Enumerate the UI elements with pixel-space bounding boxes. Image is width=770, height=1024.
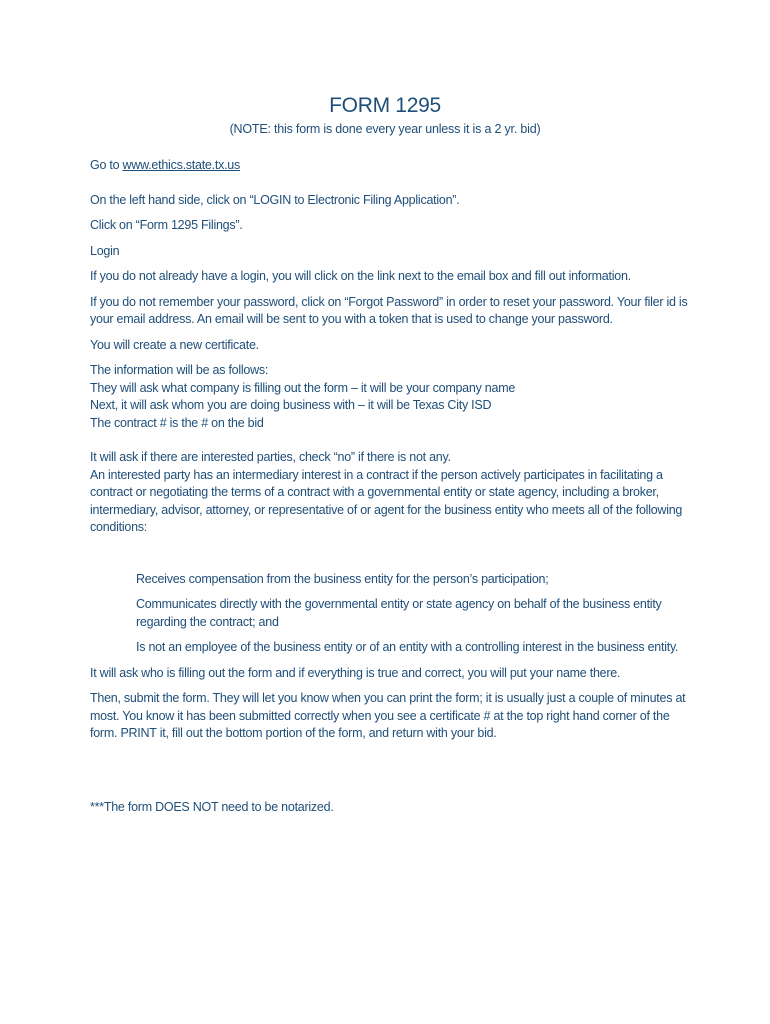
step-forgot-password: If you do not remember your password, click on “Forgot Password” in order to reset your password. Your filer id is your email address. An email will be sent to you with a token that is used to change your password. bbox=[90, 294, 688, 326]
page-title: FORM 1295 bbox=[329, 94, 441, 117]
step-submit: Then, submit the form. They will let you know when you can print the form; it is usually just a couple of minutes at most. You know it has been submitted correctly when you see a certificate # at the top right hand corner of the form. PRINT it, fill out the bottom portion of the form, and return with your bid. bbox=[90, 691, 686, 740]
condition-item: Is not an employee of the business entity or of an entity with a controlling interest in the business entity. bbox=[136, 640, 679, 654]
step-left-side: On the left hand side, click on “LOGIN to Electronic Filing Application”. bbox=[90, 192, 460, 207]
info-intro: The information will be as follows: bbox=[90, 363, 269, 377]
condition-item: Communicates directly with the governmental entity or state agency on behalf of the business entity regarding the contract; and bbox=[136, 597, 662, 629]
ethics-website-link[interactable]: www.ethics.state.tx.us bbox=[122, 158, 241, 172]
interested-parties: It will ask if there are interested parties, check “no” if there is not any. bbox=[90, 450, 451, 464]
info-business-with: Next, it will ask whom you are doing business with – it will be Texas City ISD bbox=[90, 398, 492, 412]
notary-note: ***The form DOES NOT need to be notarized. bbox=[90, 799, 334, 814]
goto-line bbox=[90, 157, 690, 175]
step-new-certificate: You will create a new certificate. bbox=[90, 337, 259, 352]
interested-definition: An interested party has an intermediary interest in a contract if the person actively participates in facilitating a contract or negotiating the terms of a contract with a governmental entity or state agency, including a broker, intermediary, advisor, attorney, or representative of or agent for the business entity who meets all of the following conditions: bbox=[90, 467, 683, 534]
conditions-list bbox=[90, 571, 690, 657]
info-company: They will ask what company is filling out the form – it will be your company name bbox=[90, 380, 516, 395]
condition-item: Receives compensation from the business entity for the person’s participation; bbox=[136, 571, 549, 586]
step-who-filling: It will ask who is filling out the form and if everything is true and correct, you will put your name there. bbox=[90, 665, 621, 680]
goto-prefix: Go to bbox=[90, 158, 123, 172]
page-subtitle: (NOTE: this form is done every year unless it is a 2 yr. bid) bbox=[229, 122, 541, 136]
info-contract: The contract # is the # on the bid bbox=[90, 415, 264, 430]
step-no-login: If you do not already have a login, you will click on the link next to the email box and fill out information. bbox=[90, 269, 631, 283]
step-login: Login bbox=[90, 243, 120, 258]
document-body bbox=[90, 157, 690, 816]
step-click-filings: Click on “Form 1295 Filings”. bbox=[90, 218, 243, 232]
